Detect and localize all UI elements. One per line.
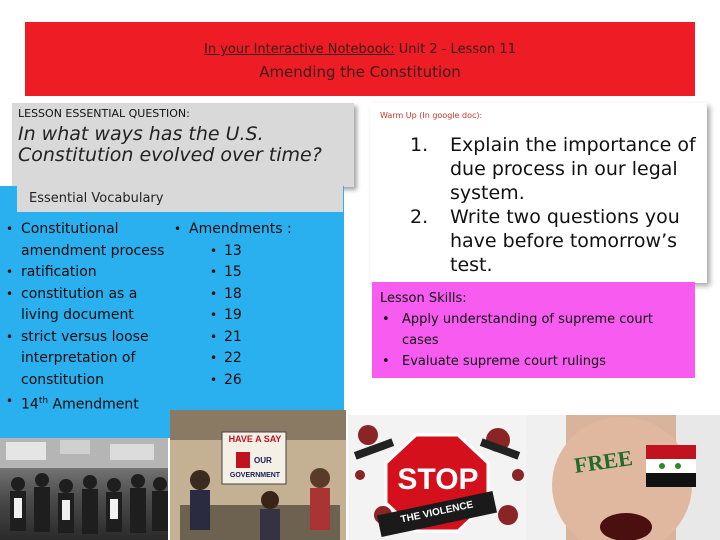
essential-question-text: In what ways has the U.S. Constitution evolved over time? bbox=[18, 123, 322, 166]
vocab-term: • strict versus loose interpretation of constitution bbox=[0, 327, 172, 392]
lesson-skills-box bbox=[372, 282, 695, 378]
header-title-rest: Unit 2 - Lesson 11 bbox=[394, 42, 516, 57]
protest-sign-text-1: HAVE A SAY bbox=[228, 434, 282, 444]
amendments-column bbox=[168, 219, 338, 391]
skill-item: • Evaluate supreme court rulings bbox=[380, 351, 687, 372]
vocab-term-14th: • 14th Amendment bbox=[0, 391, 172, 416]
lesson-skills-label: Lesson Skills: bbox=[380, 291, 467, 306]
face-paint-protest-photo bbox=[526, 415, 720, 540]
header-title bbox=[25, 42, 695, 57]
warm-up-text: Explain the importance of due process in our legal system. bbox=[450, 134, 696, 204]
essential-question-label: LESSON ESSENTIAL QUESTION: bbox=[18, 107, 190, 120]
warm-up-text: Write two questions you have before tomorrow’s test. bbox=[450, 206, 680, 276]
amendment-number: • 15 bbox=[208, 262, 338, 284]
header-title-underlined: In your Interactive Notebook: bbox=[204, 42, 395, 57]
warm-up-item bbox=[370, 133, 707, 205]
amendment-number: • 13 bbox=[208, 241, 338, 263]
vocab-term: • constitution as a living document bbox=[0, 284, 172, 327]
warm-up-box bbox=[370, 103, 707, 283]
amendment-number: • 19 bbox=[208, 305, 338, 327]
skill-item: • Apply understanding of supreme court cases bbox=[380, 309, 687, 351]
protest-sign-photo bbox=[170, 410, 346, 540]
warm-up-label: Warm Up (In google doc): bbox=[380, 111, 483, 120]
stop-sign-text: STOP bbox=[397, 463, 479, 496]
march-crowd-graphic bbox=[0, 438, 168, 540]
vocabulary-box bbox=[0, 186, 344, 438]
protest-sign-text-2: OUR bbox=[254, 456, 272, 465]
amendment-number: • 22 bbox=[208, 348, 338, 370]
stop-violence-photo bbox=[348, 415, 526, 540]
essential-question-box bbox=[12, 103, 354, 187]
amendments-label: • Amendments : bbox=[168, 219, 338, 241]
vocabulary-title: Essential Vocabulary bbox=[17, 186, 343, 212]
stop-sign-caption: THE VIOLENCE bbox=[399, 499, 475, 526]
warm-up-number: 2. bbox=[410, 206, 429, 228]
civil-rights-march-photo bbox=[0, 438, 168, 540]
amendment-number: • 26 bbox=[208, 370, 338, 392]
lesson-header bbox=[25, 22, 695, 96]
header-subtitle: Amending the Constitution bbox=[259, 63, 461, 81]
amendment-number: • 18 bbox=[208, 284, 338, 306]
amendment-number: • 21 bbox=[208, 327, 338, 349]
vocab-term: • Constitutional amendment process bbox=[0, 219, 172, 262]
face-paint-graphic bbox=[526, 415, 720, 540]
warm-up-number: 1. bbox=[410, 134, 429, 156]
protest-sign-text-3: GOVERNMENT bbox=[229, 472, 281, 479]
vocabulary-terms bbox=[0, 219, 172, 416]
face-paint-word: FREE bbox=[572, 445, 635, 478]
warm-up-item bbox=[370, 205, 707, 277]
vocab-term: • ratification bbox=[0, 262, 172, 284]
